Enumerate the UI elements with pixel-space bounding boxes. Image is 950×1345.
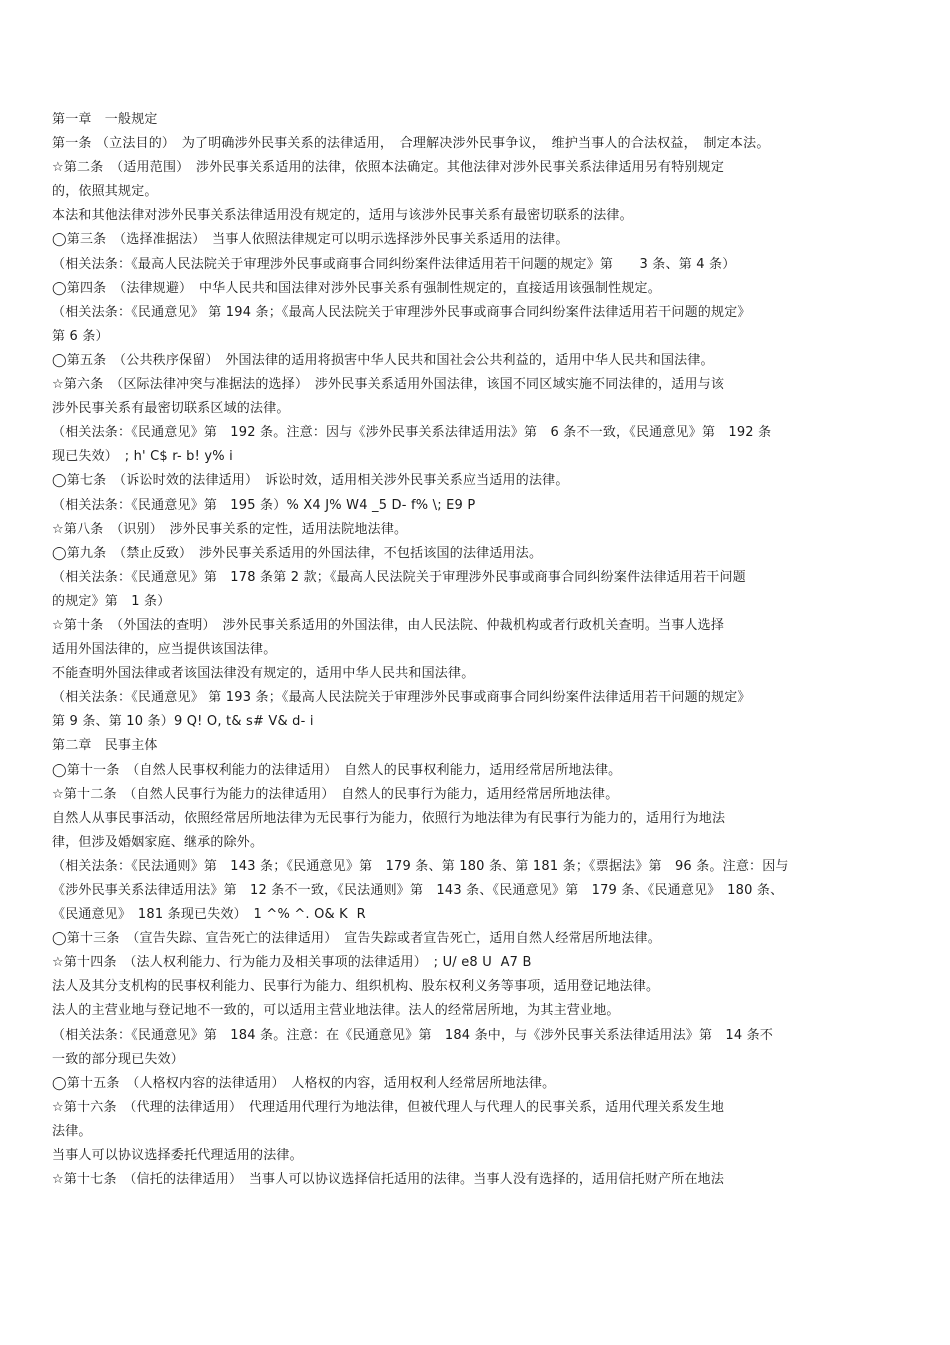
text-line: 《民通意见》 181 条现已失效） 1 ^% ^. O& K R	[52, 907, 366, 923]
text-line: ☆第十二条 （自然人民事行为能力的法律适用） 自然人的民事行为能力，适用经常居所地法律。	[52, 786, 619, 802]
text-line: 法人及其分支机构的民事权利能力、民事行为能力、组织机构、股东权利义务等事项，适用登记地法律。	[52, 979, 660, 995]
text-line: 第一章 一般规定	[52, 112, 158, 127]
text-line: ◯第十三条 （宣告失踪、宣告死亡的法律适用） 宣告失踪或者宣告死亡，适用自然人经常居所地法律。	[52, 931, 661, 947]
text-line: ◯第四条 （法律规避） 中华人民共和国法律对涉外民事关系有强制性规定的，直接适用该强制性规定。	[52, 280, 661, 296]
text-line: （相关法条：《民通意见》第 195 条）% X4 J% W4 _5 D- f% \; E9 P	[52, 497, 476, 513]
text-line: 第 6 条）	[52, 328, 109, 344]
text-line: 当事人可以协议选择委托代理适用的法律。	[52, 1148, 303, 1164]
text-line: ◯第五条 （公共秩序保留） 外国法律的适用将损害中华人民共和国社会公共利益的，适用中华人民共和国法律。	[52, 352, 714, 368]
text-line: 《涉外民事关系法律适用法》第 12 条不一致，《民法通则》第 143 条、《民通意见》第 179 条、《民通意见》 180 条、	[52, 883, 784, 898]
text-line: （相关法条：《民通意见》第 192 条。注意：因与《涉外民事关系法律适用法》第 6 条不一致，《民通意见》第 192 条	[52, 425, 772, 441]
text-line: ◯第十一条 （自然人民事权利能力的法律适用） 自然人的民事权利能力，适用经常居所地法律。	[52, 762, 622, 778]
text-line: ☆第八条 （识别） 涉外民事关系的定性，适用法院地法律。	[52, 521, 408, 537]
text-line: ◯第九条 （禁止反致） 涉外民事关系适用的外国法律，不包括该国的法律适用法。	[52, 545, 543, 561]
text-line: （相关法条：《最高人民法院关于审理涉外民事或商事合同纠纷案件法律适用若干问题的规定》第 3 条、第 4 条）	[52, 256, 736, 272]
document-body	[52, 108, 912, 1192]
text-line: （相关法条：《民通意见》 第 194 条；《最高人民法院关于审理涉外民事或商事合同纠纷案件法律适用若干问题的规定》	[52, 304, 751, 320]
text-line: 法律。	[52, 1123, 92, 1139]
text-line: 的，依照其规定。	[52, 184, 158, 200]
text-line: 第一条 （立法目的） 为了明确涉外民事关系的法律适用， 合理解决涉外民事争议， 维护当事人的合法权益， 制定本法。	[52, 136, 770, 152]
text-line: 自然人从事民事活动，依照经常居所地法律为无民事行为能力，依照行为地法律为有民事行为能力的，适用行为地法	[52, 810, 726, 826]
text-line: （相关法条：《民法通则》第 143 条；《民通意见》第 179 条、第 180 条、第 181 条；《票据法》第 96 条。注意：因与	[52, 858, 789, 874]
text-line: 一致的部分现已失效）	[52, 1051, 185, 1067]
text-line: ☆第二条 （适用范围） 涉外民事关系适用的法律，依照本法确定。其他法律对涉外民事关系法律适用另有特别规定	[52, 160, 725, 176]
text-line: 不能查明外国法律或者该国法律没有规定的，适用中华人民共和国法律。	[52, 666, 475, 682]
text-line: 适用外国法律的，应当提供该国法律。	[52, 642, 277, 658]
text-line: 法人的主营业地与登记地不一致的，可以适用主营业地法律。法人的经常居所地，为其主营业地。	[52, 1003, 620, 1019]
text-line: ☆第十条 （外国法的查明） 涉外民事关系适用的外国法律，由人民法院、仲裁机构或者行政机关查明。当事人选择	[52, 617, 725, 633]
text-line: ☆第十六条 （代理的法律适用） 代理适用代理行为地法律，但被代理人与代理人的民事关系，适用代理关系发生地	[52, 1099, 725, 1115]
text-line: （相关法条：《民通意见》第 184 条。注意：在《民通意见》第 184 条中，与《涉外民事关系法律适用法》第 14 条不	[52, 1027, 774, 1043]
text-line: 律，但涉及婚姻家庭、继承的除外。	[52, 834, 264, 850]
text-line: ☆第十七条 （信托的法律适用） 当事人可以协议选择信托适用的法律。当事人没有选择的，适用信托财产所在地法	[52, 1172, 725, 1188]
text-line: ◯第七条 （诉讼时效的法律适用） 诉讼时效，适用相关涉外民事关系应当适用的法律。	[52, 473, 569, 489]
text-line: 本法和其他法律对涉外民事关系法律适用没有规定的，适用与该涉外民事关系有最密切联系的法律。	[52, 208, 633, 224]
text-line: 现已失效） ; h' C$ r- b! y% i	[52, 449, 233, 465]
text-line: 第 9 条、第 10 条）9 Q! O, t& s# V& d- i	[52, 714, 314, 730]
text-line: ☆第十四条 （法人权利能力、行为能力及相关事项的法律适用） ; U/ e8 U A7 B	[52, 955, 532, 971]
text-line: （相关法条：《民通意见》第 178 条第 2 款；《最高人民法院关于审理涉外民事或商事合同纠纷案件法律适用若干问题	[52, 569, 746, 585]
text-line: 涉外民事关系有最密切联系区域的法律。	[52, 401, 290, 417]
text-line: ◯第三条 （选择准据法） 当事人依照法律规定可以明示选择涉外民事关系适用的法律。	[52, 232, 569, 248]
text-line: （相关法条：《民通意见》 第 193 条；《最高人民法院关于审理涉外民事或商事合同纠纷案件法律适用若干问题的规定》	[52, 690, 751, 706]
text-line: 的规定》第 1 条）	[52, 593, 171, 609]
text-line: ◯第十五条 （人格权内容的法律适用） 人格权的内容，适用权利人经常居所地法律。	[52, 1075, 556, 1091]
text-line: 第二章 民事主体	[52, 738, 158, 754]
text-line: ☆第六条 （区际法律冲突与准据法的选择） 涉外民事关系适用外国法律，该国不同区域实施不同法律的，适用与该	[52, 377, 725, 393]
